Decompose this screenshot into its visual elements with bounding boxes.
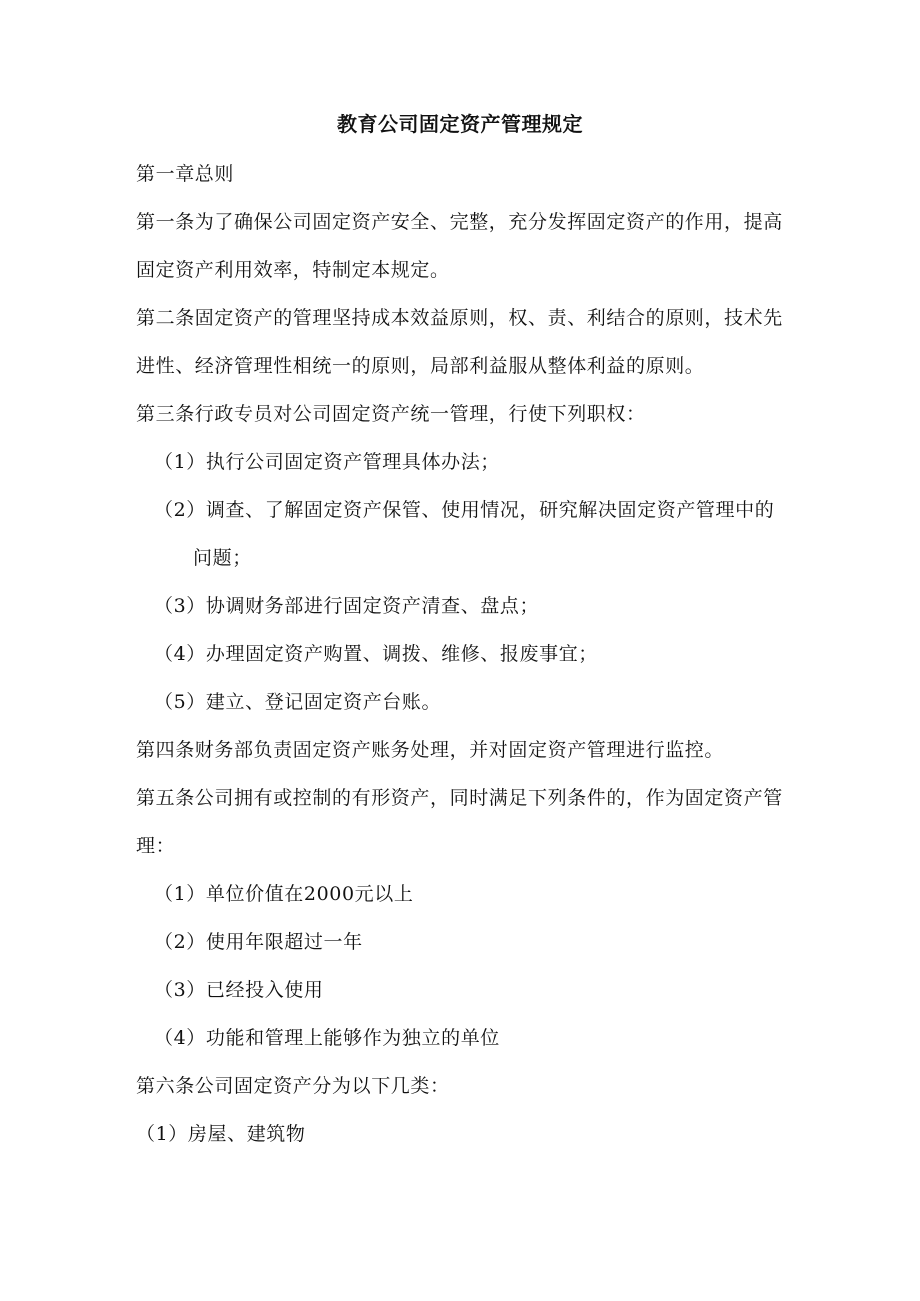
document-title: 教育公司固定资产管理规定 (337, 112, 583, 136)
article-3-item-4: （4）办理固定资产购置、调拨、维修、报废事宜； (154, 643, 598, 665)
article-3-item-2: （2）调查、了解固定资产保管、使用情况，研究解决固定资产管理中的问题； (154, 499, 775, 569)
article-3-item-3: （3）协调财务部进行固定资产清查、盘点； (154, 595, 540, 617)
article-5-item-1: （1）单位价值在2000元以上 (154, 883, 414, 905)
document-body (136, 150, 790, 1158)
article-1: 第一条为了确保公司固定资产安全、完整，充分发挥固定资产的作用，提高固定资产利用效率，特制定本规定。 (136, 211, 783, 281)
article-3-item-1: （1）执行公司固定资产管理具体办法； (154, 451, 500, 473)
article-4: 第四条财务部负责固定资产账务处理，并对固定资产管理进行监控。 (136, 739, 725, 761)
article-5-item-3: （3）已经投入使用 (154, 979, 324, 1001)
article-5-item-4: （4）功能和管理上能够作为独立的单位 (154, 1027, 500, 1049)
article-6: 第六条公司固定资产分为以下几类： (136, 1075, 450, 1097)
chapter-heading: 第一章总则 (136, 163, 235, 185)
article-3: 第三条行政专员对公司固定资产统一管理，行使下列职权： (136, 403, 646, 425)
article-3-item-5: （5）建立、登记固定资产台账。 (154, 691, 442, 713)
article-5: 第五条公司拥有或控制的有形资产，同时满足下列条件的，作为固定资产管理： (136, 787, 783, 857)
article-6-item-1: （1）房屋、建筑物 (136, 1123, 306, 1145)
article-2: 第二条固定资产的管理坚持成本效益原则，权、责、利结合的原则，技术先进性、经济管理性相统一的原则，局部利益服从整体利益的原则。 (136, 307, 783, 377)
article-5-item-2: （2）使用年限超过一年 (154, 931, 363, 953)
